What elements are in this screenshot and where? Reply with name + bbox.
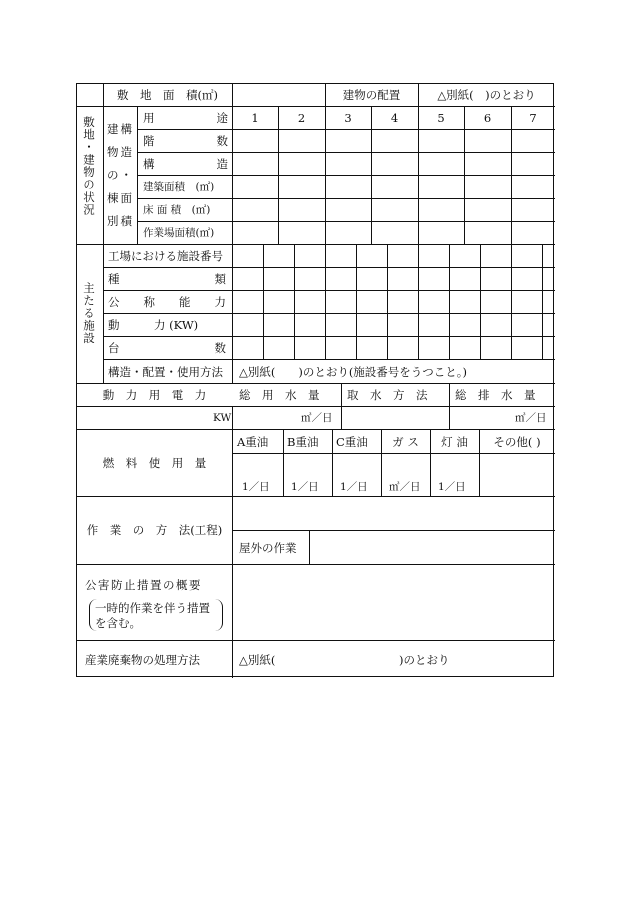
column-number: 3	[344, 111, 352, 125]
table-line	[356, 244, 357, 359]
water-intake-label: 取 水 方 法	[347, 388, 428, 402]
table-line	[371, 106, 372, 244]
table-line	[309, 530, 310, 564]
facility-row-label: 台 数	[108, 341, 226, 355]
row-line	[137, 129, 555, 130]
table-line	[232, 84, 233, 383]
row-line	[77, 564, 555, 565]
building-group-line: 建構	[107, 122, 134, 136]
power-unit: KW	[213, 412, 232, 424]
building-row-label: 床 面 積 (㎡)	[143, 204, 211, 216]
facility-row-label: 公 称 能 力	[108, 295, 226, 309]
fuel-type: 灯 油	[441, 435, 468, 449]
row-line	[77, 496, 555, 497]
drain-unit: ㎥／日	[515, 412, 547, 424]
row-line	[232, 530, 555, 531]
row-line	[103, 313, 555, 314]
table-line	[511, 106, 512, 244]
table-line	[278, 106, 279, 244]
table-line	[137, 106, 138, 244]
fuel-type: A重油	[237, 435, 269, 449]
row-line	[137, 175, 555, 176]
row-line	[77, 244, 555, 245]
row-line	[77, 383, 555, 384]
total-water-label: 総 用 水 量	[239, 388, 320, 402]
building-layout-reference: △別紙( )のとおり	[437, 88, 536, 102]
table-line	[103, 84, 104, 383]
waste-label: 産業廃棄物の処理方法	[85, 653, 200, 667]
table-line	[232, 406, 233, 678]
building-layout-label: 建物の配置	[342, 88, 401, 102]
fuel-unit: 1／日	[291, 481, 319, 493]
row-line	[103, 336, 555, 337]
table-line	[232, 453, 555, 454]
fuel-type: その他( )	[493, 435, 541, 449]
row-line	[77, 640, 555, 641]
total-drain-label: 総 排 水 量	[455, 388, 536, 402]
section-label-site: 敷地・建物の状況	[82, 116, 96, 216]
row-line	[137, 152, 555, 153]
waste-ref-suffix: )のとおり	[399, 653, 450, 667]
column-number: 5	[437, 111, 445, 125]
row-line	[77, 429, 555, 430]
column-number: 1	[251, 111, 259, 125]
work-method-label: 作 業 の 方 法(工程)	[86, 523, 223, 537]
table-line	[542, 244, 543, 359]
site-area-label: 敷 地 面 積(㎡)	[117, 88, 218, 102]
row-line	[103, 290, 555, 291]
table-line	[341, 383, 342, 429]
building-group-line: の・	[107, 168, 134, 182]
pollution-label: 公害防止措置の概要	[85, 578, 202, 592]
table-line	[332, 429, 333, 496]
outdoor-work-label: 屋外の作業	[239, 541, 297, 555]
table-line	[480, 244, 481, 359]
fuel-type: ガ ス	[392, 435, 419, 449]
pollution-note-line: を含む。	[95, 616, 141, 630]
section-label-facilities: 主たる施設	[82, 282, 96, 345]
fuel-unit: 1／日	[340, 481, 368, 493]
fuel-unit: 1／日	[242, 481, 270, 493]
row-line	[103, 267, 555, 268]
facility-row-label: 動 力 (KW)	[108, 318, 199, 332]
column-number: 7	[529, 111, 537, 125]
building-row-label: 作業場面積(㎡)	[143, 227, 215, 239]
table-line	[325, 244, 326, 359]
column-number: 2	[297, 111, 306, 125]
building-row-label: 構 造	[143, 157, 228, 171]
table-line	[418, 106, 419, 244]
pollution-note-line: 一時的作業を伴う措置	[95, 601, 210, 615]
table-line	[263, 244, 264, 359]
row-line	[137, 221, 555, 222]
facility-row-label: 種 類	[108, 272, 226, 286]
building-row-label: 建築面積 (㎡)	[143, 181, 215, 193]
building-group-line: 棟面	[107, 191, 134, 205]
table-line	[511, 244, 512, 359]
building-row-label: 階 数	[143, 134, 228, 148]
row-line	[77, 106, 555, 107]
facility-row-label: 工場における施設番号	[108, 249, 223, 263]
waste-ref-prefix: △別紙(	[239, 653, 276, 667]
fuel-label: 燃 料 使 用 量	[102, 456, 207, 470]
row-line	[103, 359, 555, 360]
table-line	[325, 106, 326, 244]
row-line	[77, 406, 555, 407]
fuel-unit: ㎥／日	[389, 481, 421, 493]
building-row-label: 用 途	[143, 111, 228, 125]
facility-method-value: △別紙( )のとおり(施設番号をうつこと。)	[239, 365, 468, 379]
water-unit: ㎥／日	[301, 412, 333, 424]
table-line	[449, 244, 450, 359]
fuel-type: C重油	[336, 435, 368, 449]
fuel-type: B重油	[287, 435, 319, 449]
table-line	[464, 106, 465, 244]
building-group-line: 別積	[107, 214, 134, 228]
fuel-unit: 1／日	[438, 481, 466, 493]
facility-method-label: 構造・配置・使用方法	[108, 365, 223, 379]
building-group-line: 物造	[107, 145, 134, 159]
table-line	[418, 244, 419, 359]
column-number: 4	[390, 111, 399, 125]
table-line	[387, 244, 388, 359]
power-label: 動 力 用 電 力	[102, 388, 207, 402]
row-line	[137, 198, 555, 199]
application-form	[76, 83, 554, 677]
column-number: 6	[483, 111, 492, 125]
table-line	[294, 244, 295, 359]
table-line	[283, 429, 284, 496]
table-line	[449, 383, 450, 429]
